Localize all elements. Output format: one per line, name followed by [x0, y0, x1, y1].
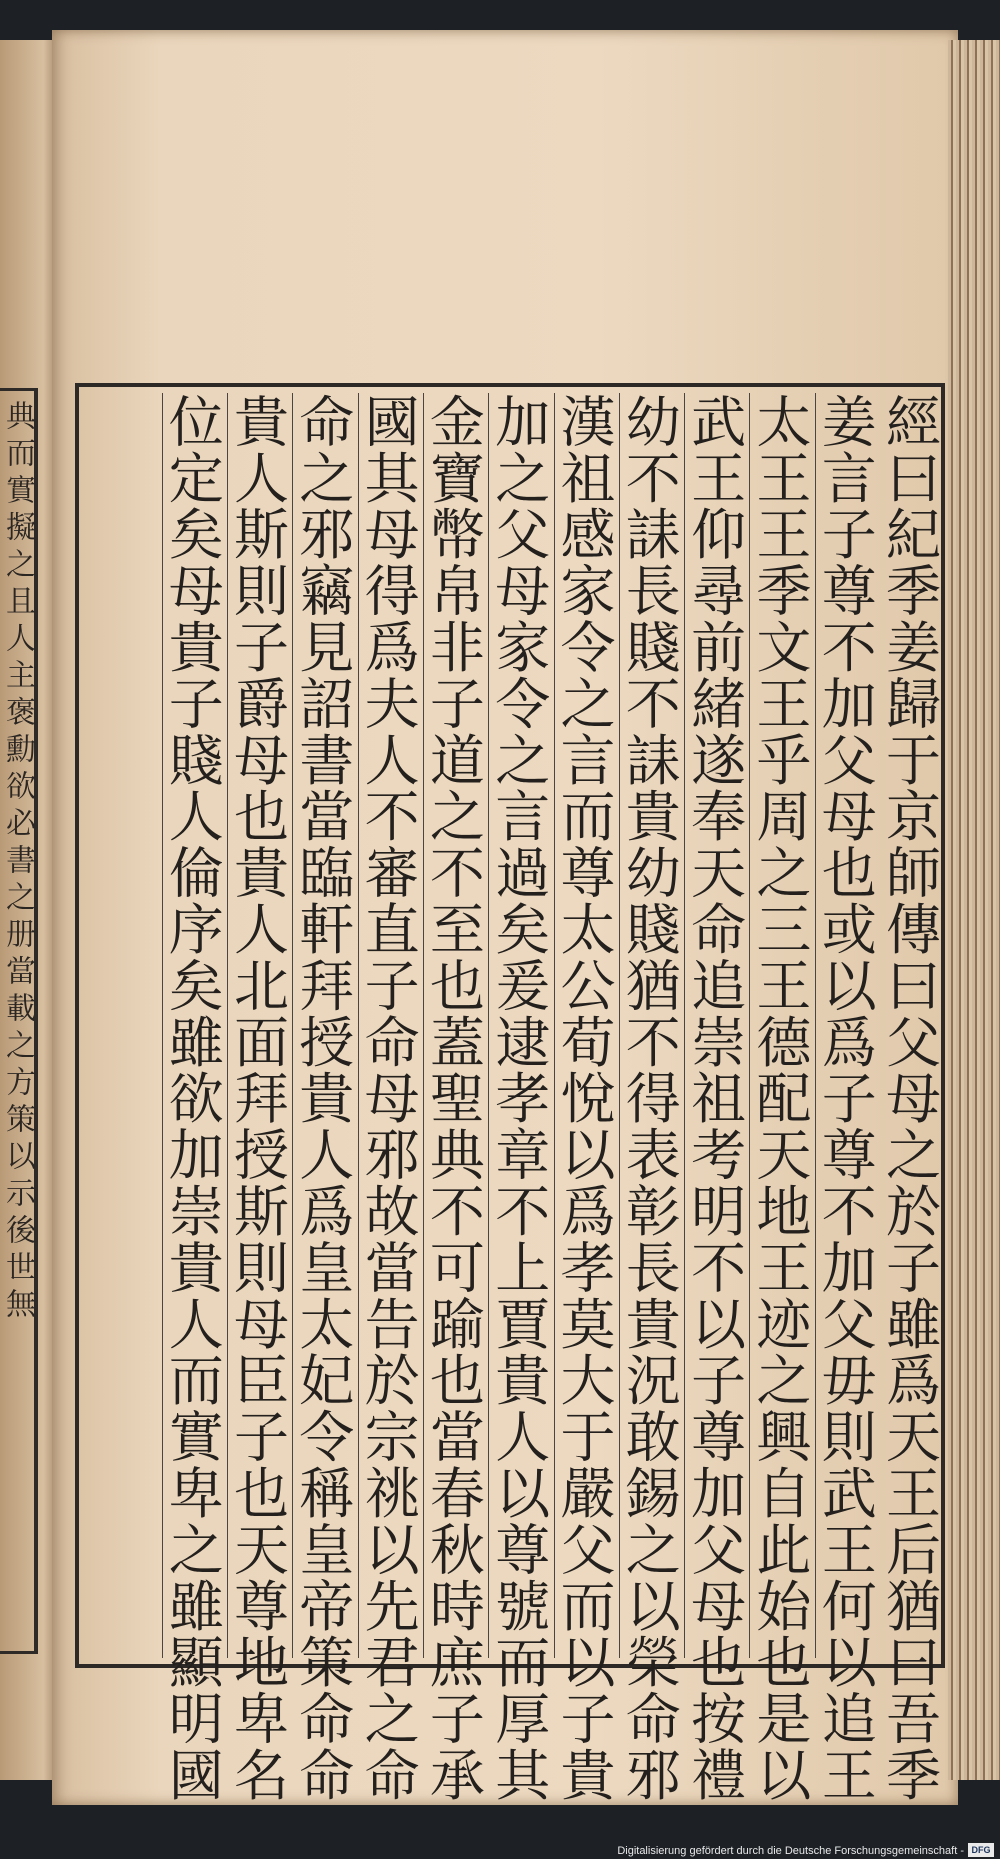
text-column [877, 393, 941, 1803]
text-column [225, 393, 289, 1803]
dfg-logo: DFG [968, 1843, 994, 1857]
column-text: 太王王季文王乎周之三王德配天地王迹之興自此始也是以 [747, 393, 812, 1803]
text-column [551, 393, 616, 1803]
column-text: 金寶幣帛非子道之不至也蓋聖典不可踰也當春秋時庶子承 [420, 393, 485, 1803]
column-text: 國其母得爲夫人不審直子命母邪故當告於宗祧以先君之命 [355, 393, 420, 1803]
page-edges [948, 40, 1000, 1780]
text-column [420, 393, 485, 1803]
column-text: 加之父母家令之言過矣爰逮孝章不上賈貴人以尊號而厚其 [486, 393, 551, 1803]
column-text: 幼不誄長賤不誄貴幼賤猶不得表彰長貴況敢錫之以榮命邪 [616, 393, 681, 1803]
column-text: 貴人斯則子爵母也貴人北面拜授斯則母臣子也天尊地卑名 [225, 393, 289, 1803]
text-column [159, 393, 224, 1803]
text-column [290, 393, 355, 1803]
column-text: 漢祖感家令之言而尊太公荀悅以爲孝莫大于嚴父而以子貴 [551, 393, 616, 1803]
text-column [355, 393, 420, 1803]
text-column [616, 393, 681, 1803]
left-page-text: 典而實擬之且人主褒勳欲必書之册當載之方策以示後世無 [0, 400, 35, 1325]
column-text: 武王仰尋前緒遂奉天命追崇祖考明不以子尊加父母也按禮 [682, 393, 747, 1803]
text-column [682, 393, 747, 1803]
text-column [747, 393, 812, 1803]
text-column [812, 393, 877, 1803]
column-text: 經曰紀季姜歸于京師傳曰父母之於子雖爲天王后猶曰吾季 [877, 393, 941, 1803]
column-text: 命之邪竊見詔書當臨軒拜授貴人爲皇太妃令稱皇帝策命命 [290, 393, 355, 1803]
text-column [486, 393, 551, 1803]
column-text: 位定矣母貴子賤人倫序矣雖欲加崇貴人而實卑之雖顯明國 [159, 393, 224, 1803]
column-text: 姜言子尊不加父母也或以爲子尊不加父毋則武王何以追王 [812, 393, 877, 1803]
footer-credit: Digitalisierung gefördert durch die Deutsche Forschungsgemeinschaft - [617, 1845, 964, 1857]
